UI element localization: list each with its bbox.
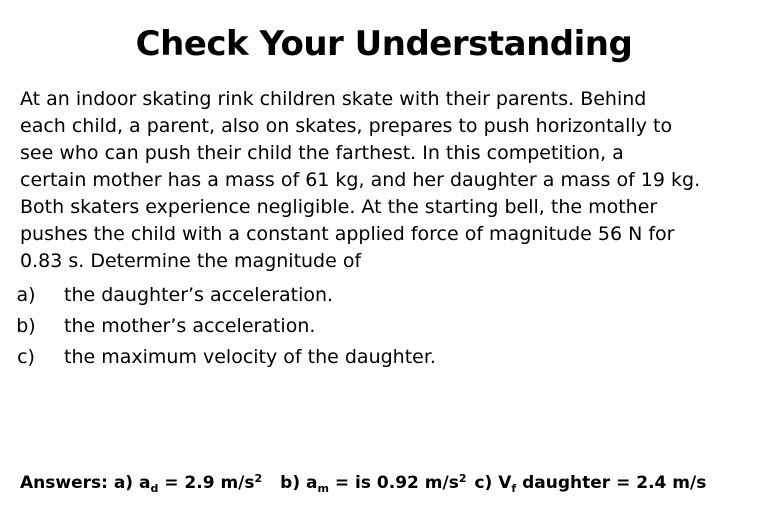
answer-a-subscript: d <box>150 482 159 495</box>
answer-c-value: daughter = 2.4 m/s <box>516 473 707 493</box>
paragraph-line: see who can push their child the farthest. In this competition, a <box>20 142 624 164</box>
answer-b-prefix: b) a <box>280 473 318 493</box>
list-item <box>0 312 768 343</box>
answer-b-value: = is 0.92 m/s <box>328 473 459 493</box>
paragraph-line: certain mother has a mass of 61 kg, and her daughter a mass of 19 kg. <box>20 169 701 191</box>
problem-paragraph <box>20 86 760 275</box>
answer-b-superscript: 2 <box>458 472 467 485</box>
list-item <box>0 343 768 374</box>
answer-a-value: = 2.9 m/s <box>158 473 255 493</box>
answer-a-superscript: 2 <box>254 472 263 485</box>
paragraph-line: At an indoor skating rink children skate with their parents. Behind <box>20 88 647 110</box>
list-marker: b) <box>16 315 36 337</box>
paragraph-line: pushes the child with a constant applied force of magnitude 56 N for <box>20 223 675 245</box>
paragraph-line: each child, a parent, also on skates, prepares to push horizontally to <box>20 115 673 137</box>
paragraph-line: Both skaters experience negligible. At the starting bell, the mother <box>20 196 658 218</box>
slide-title: Check Your Understanding <box>135 24 633 64</box>
answer-c-subscript: f <box>511 482 517 495</box>
paragraph-line: 0.83 s. Determine the magnitude of <box>20 250 362 272</box>
list-marker: c) <box>17 346 35 368</box>
list-marker: a) <box>16 284 36 306</box>
list-item-text: the maximum velocity of the daughter. <box>64 346 436 368</box>
answer-c-prefix: c) V <box>474 473 512 493</box>
answer-b-subscript: m <box>317 482 329 495</box>
question-list <box>0 281 768 374</box>
list-item-text: the mother’s acceleration. <box>64 315 316 337</box>
list-item <box>0 281 768 312</box>
answers-line <box>20 470 706 496</box>
answers-prefix: Answers: a) a <box>20 473 151 493</box>
list-item-text: the daughter’s acceleration. <box>64 284 334 306</box>
